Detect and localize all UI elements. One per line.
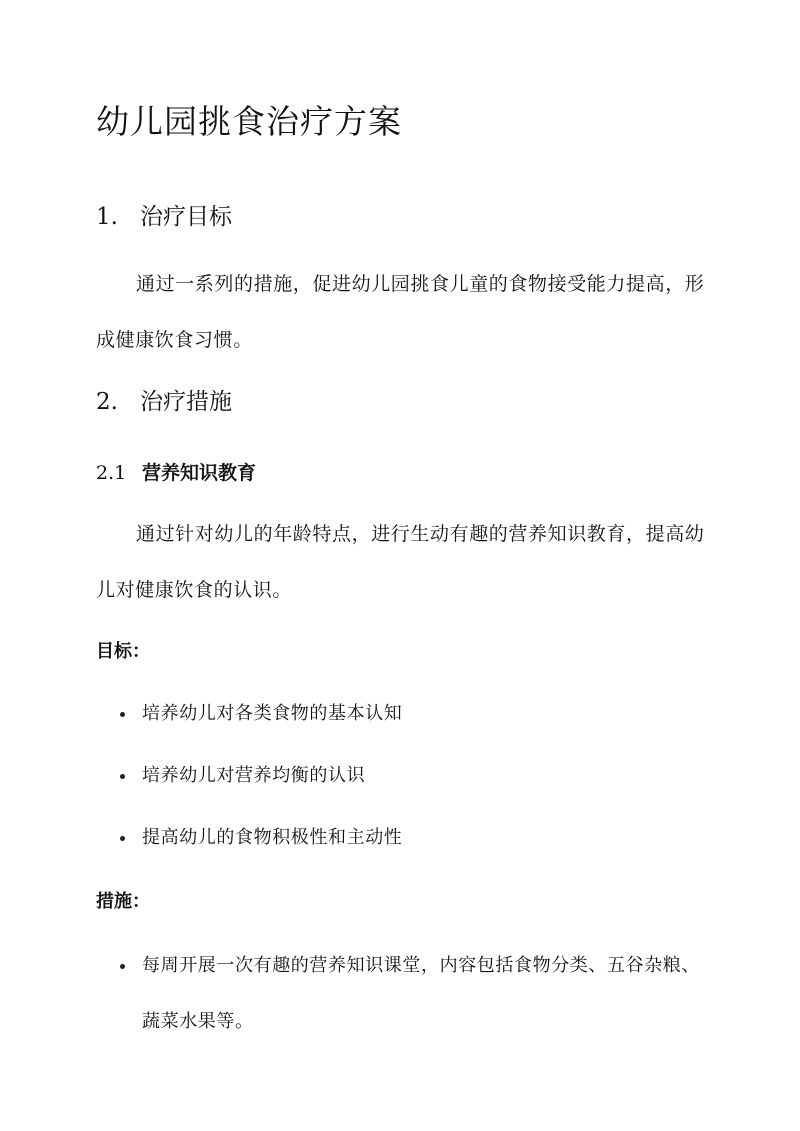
list-item [96, 810, 706, 866]
section-1-number: 1. [96, 204, 118, 230]
bullet-icon [120, 712, 125, 717]
goal-text: 培养幼儿对各类食物的基本认知 [142, 703, 403, 724]
bullet-icon [120, 964, 125, 969]
document-title: 幼儿园挑食治疗方案 [96, 102, 402, 141]
section-2-title: 治疗措施 [140, 389, 232, 415]
section-1-heading [96, 198, 232, 231]
goal-text: 培养幼儿对营养均衡的认识 [142, 765, 366, 786]
bullet-icon [120, 774, 125, 779]
measure-text: 每周开展一次有趣的营养知识课堂，内容包括食物分类、五谷杂粮、蔬菜水果等。 [142, 955, 700, 1032]
measures-label: 措施： [96, 891, 150, 912]
goals-list [96, 686, 706, 866]
bullet-icon [120, 836, 125, 841]
list-item [96, 686, 706, 742]
goal-text: 提高幼儿的食物积极性和主动性 [142, 827, 403, 848]
measures-list [96, 938, 706, 1050]
list-item [96, 938, 706, 1050]
section-1-paragraph: 通过一系列的措施，促进幼儿园挑食儿童的食物接受能力提高，形成健康饮食习惯。 [96, 273, 705, 351]
section-2-heading [96, 383, 232, 416]
list-item [96, 748, 706, 804]
subsection-2-1-title: 营养知识教育 [142, 462, 257, 484]
section-1-title: 治疗目标 [140, 204, 232, 230]
subsection-2-1-paragraph: 通过针对幼儿的年龄特点，进行生动有趣的营养知识教育，提高幼儿对健康饮食的认识。 [96, 523, 705, 601]
section-2-number: 2. [96, 389, 118, 415]
subsection-2-1-number: 2.1 [96, 462, 127, 484]
subsection-2-1-heading [96, 458, 256, 485]
goals-label: 目标： [96, 641, 150, 662]
